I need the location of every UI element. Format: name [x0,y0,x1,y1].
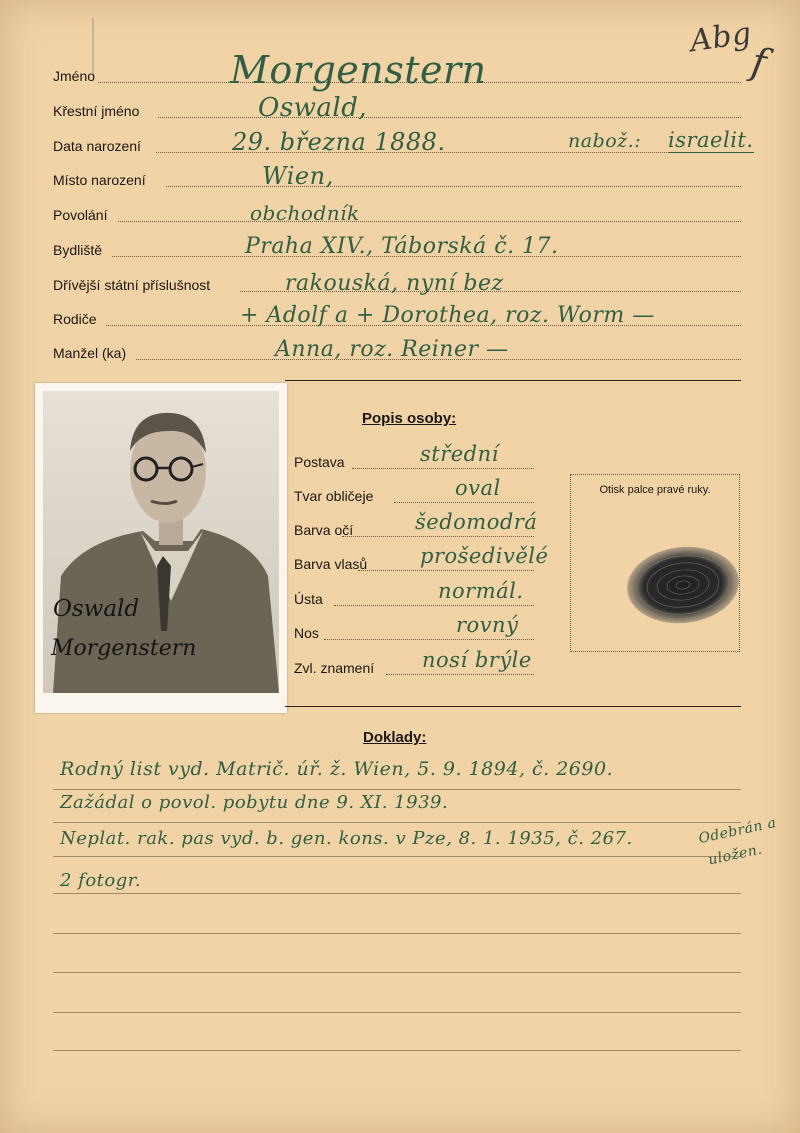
corner-mark: Abg [687,15,754,60]
description-handwritten-value: střední [420,442,499,466]
description-label: Ústa [294,591,323,607]
field-label: Bydliště [53,242,103,258]
documents-ruled-line [53,1012,741,1013]
documents-ruled-line [53,822,741,823]
margin-note-2: uložen. [706,841,764,869]
field-handwritten-value: Oswald, [258,93,368,123]
description-handwritten-value: nosí brýle [422,648,532,672]
documents-entry: Rodný list vyd. Matrič. úř. ž. Wien, 5. 9. 1894, č. 2690. [60,758,614,780]
field-row [0,48,800,102]
field-label: Data narození [53,138,141,154]
field-row [0,337,800,379]
religion-label: nabož.: [568,130,642,152]
description-dotted-line [386,674,534,675]
documents-entry: Neplat. rak. pas vyd. b. gen. kons. v Pze, 8. 1. 1935, č. 267. [60,828,633,849]
description-dotted-line [394,502,534,503]
field-dotted-line [158,117,741,118]
description-label: Barva očí [294,522,354,538]
thumbprint-image [571,475,739,651]
photo-signature-line1: Oswald [53,596,140,622]
documents-ruled-line [53,1050,741,1051]
photo-signature-line2: Morgenstern [51,636,197,661]
description-handwritten-value: rovný [456,613,519,637]
description-label: Barva vlasů [294,556,368,572]
description-label: Postava [294,454,345,470]
field-handwritten-value: obchodník [250,201,360,225]
portrait-photo [35,383,287,713]
documents-ruled-line [53,856,741,857]
field-handwritten-value: Anna, roz. Reiner — [275,337,509,362]
documents-entry: Zažádal o povol. pobytu dne 9. XI. 1939. [60,792,449,813]
field-label: Křestní jméno [53,103,140,119]
description-title: Popis osoby: [362,410,457,427]
corner-check-icon: f [748,39,770,85]
description-dotted-line [342,536,534,537]
thumbprint-box [570,474,740,652]
description-dotted-line [324,639,534,640]
field-handwritten-value: Praha XIV., Táborská č. 17. [245,234,559,259]
field-label: Rodiče [53,311,97,327]
description-dotted-line [334,605,534,606]
description-dotted-line [352,468,534,469]
field-label: Dřívější státní příslušnost [53,277,211,293]
field-dotted-line [166,186,741,187]
description-handwritten-value: oval [455,476,501,500]
field-label: Jméno [53,68,96,84]
description-label: Tvar obličeje [294,488,374,504]
margin-note-1: Odebrán a [697,814,778,848]
description-handwritten-value: šedomodrá [415,510,538,534]
description-handwritten-value: prošedivělé [420,544,549,568]
documents-ruled-line [53,789,741,790]
description-dotted-line [358,570,534,571]
description-label: Zvl. znamení [294,660,375,676]
documents-ruled-line [53,933,741,934]
documents-ruled-line [53,972,741,973]
field-label: Místo narození [53,172,146,188]
section-divider-top [285,380,741,381]
field-label: Manžel (ka) [53,345,127,361]
field-handwritten-value: + Adolf a + Dorothea, roz. Worm — [240,303,655,328]
description-handwritten-value: normál. [438,579,524,603]
field-row [0,162,800,206]
field-handwritten-value: rakouská, nyní bez [285,271,504,296]
field-handwritten-value: Morgenstern [230,48,487,92]
field-label: Povolání [53,207,108,223]
portrait-image [43,391,279,693]
field-handwritten-value: 29. března 1888. [232,128,446,156]
description-label: Nos [294,625,319,641]
thumbprint-title: Otisk palce pravé ruky. [599,484,711,496]
documents-entry: 2 fotogr. [60,870,142,891]
religion-value: israelit. [668,128,754,152]
documents-ruled-line [53,893,741,894]
documents-title: Doklady: [363,729,427,746]
section-divider-doklady [285,706,741,707]
field-handwritten-value: Wien, [262,162,334,190]
field-dotted-line [118,221,741,222]
